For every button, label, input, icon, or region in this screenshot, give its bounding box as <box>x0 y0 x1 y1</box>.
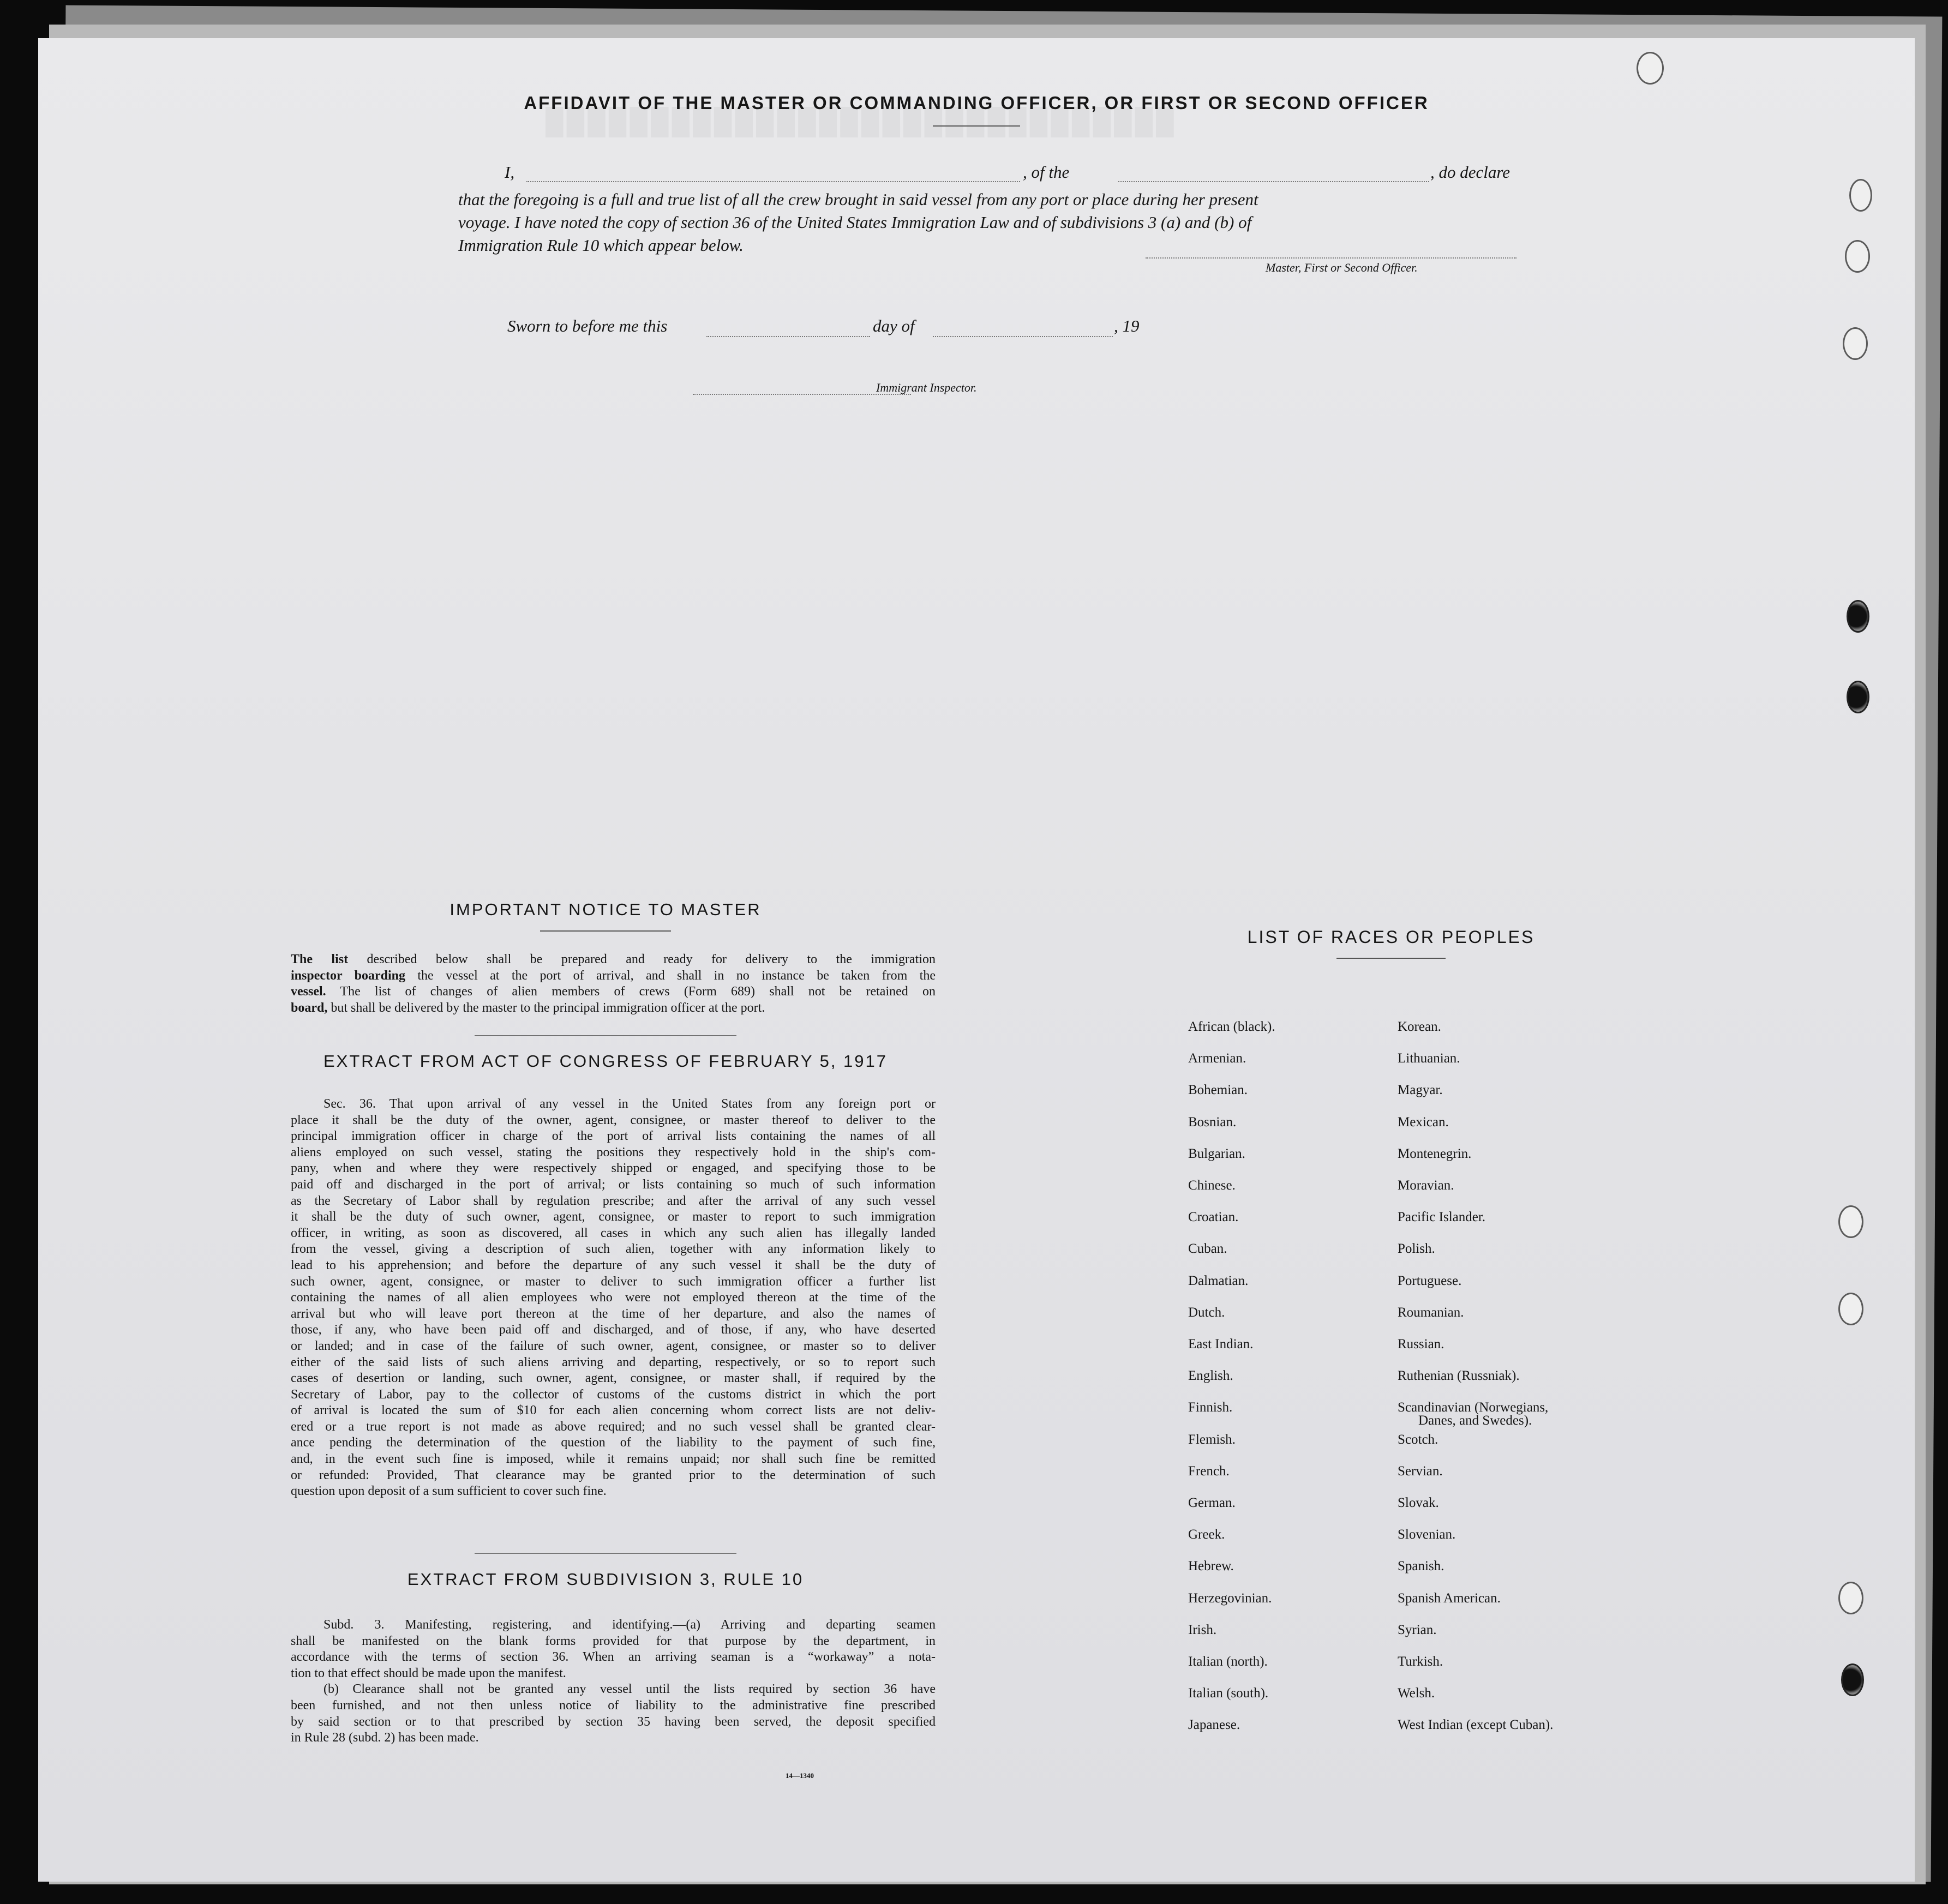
race-item: Irish. <box>1188 1622 1217 1637</box>
race-item: Dalmatian. <box>1188 1273 1249 1288</box>
notice-rule <box>540 930 671 932</box>
race-item: German. <box>1188 1495 1236 1510</box>
paragraph-line: tion to that effect should be made upon the manifest. <box>291 1666 566 1680</box>
race-item: Armenian. <box>1188 1051 1246 1066</box>
race-item: West Indian (except Cuban). <box>1398 1717 1554 1733</box>
punch-hole <box>1847 600 1869 633</box>
race-item: Scotch. <box>1398 1432 1438 1447</box>
notice-body <box>291 952 936 1016</box>
race-item: East Indian. <box>1188 1337 1254 1352</box>
paragraph-line: lead to his apprehension; and before the departure of any such vessel it shall be the duty of <box>291 1258 936 1272</box>
race-item: Montenegrin. <box>1398 1146 1472 1161</box>
extract-rule-title: EXTRACT FROM SUBDIVISION 3, RULE 10 <box>407 1570 804 1589</box>
race-item: Roumanian. <box>1398 1305 1464 1320</box>
races-rule <box>1336 958 1446 959</box>
paragraph-line: place it shall be the duty of the owner, agent, consignee, or master thereof to deliver to the <box>291 1113 936 1127</box>
paragraph-line: it shall be the duty of such owner, agent, consignee, or master to report to such immigration <box>291 1210 936 1224</box>
master-signature-blank <box>1146 257 1517 259</box>
race-item: Syrian. <box>1398 1622 1437 1637</box>
notice-line-lead: inspector boarding <box>291 968 405 983</box>
race-item: Turkish. <box>1398 1654 1443 1669</box>
extract-act-title: EXTRACT FROM ACT OF CONGRESS OF FEBRUARY 5, 1917 <box>323 1052 888 1071</box>
paragraph-line: or landed; and in case of the failure of such owner, agent, consignee, or master so to deliver <box>291 1338 936 1353</box>
race-item: Spanish. <box>1398 1559 1444 1574</box>
sworn-prefix: Sworn to before me this <box>507 316 668 335</box>
notice-line <box>291 984 936 1000</box>
affidavit-body-line: Immigration Rule 10 which appear below. <box>458 236 744 255</box>
paragraph-line: question upon deposit of a sum sufficient to cover such fine. <box>291 1484 607 1499</box>
extract-act-body <box>291 1096 936 1500</box>
master-signature-label: Master, First or Second Officer. <box>1266 261 1418 274</box>
punch-hole <box>1845 240 1870 273</box>
race-item: Magyar. <box>1398 1083 1443 1098</box>
affidavit-body-line: that the foregoing is a full and true list of all the crew brought in said vessel from any port or place during her present <box>458 190 1258 209</box>
race-item: Hebrew. <box>1188 1559 1234 1574</box>
paragraph-line: shall be manifested on the blank forms provided for that purpose by the department, in <box>291 1633 936 1648</box>
paragraph-line: ered or a true report is not made as above required; and no such vessel shall be granted clear- <box>291 1419 936 1434</box>
paragraph-line: as the Secretary of Labor shall by regulation prescribe; and after the arrival of any such vessel <box>291 1193 936 1208</box>
affidavit-title: AFFIDAVIT OF THE MASTER OR COMMANDING OFFICER, OR FIRST OR SECOND OFFICER <box>524 93 1429 113</box>
paragraph-line: either of the said lists of such aliens arriving and departing, respectively, or so to report such <box>291 1355 936 1370</box>
affidavit-of-the-label: , of the <box>1023 163 1070 182</box>
punch-hole <box>1637 52 1664 85</box>
paragraph-line: Sec. 36. That upon arrival of any vessel in the United States from any foreign port or <box>323 1097 936 1111</box>
race-item: Korean. <box>1398 1019 1441 1034</box>
paragraph-line: of arrival is located the sum of $10 for each alien concerning whom correct lists are not deliv- <box>291 1403 936 1418</box>
sworn-month-blank <box>933 336 1113 337</box>
race-item: Italian (south). <box>1188 1686 1269 1701</box>
paragraph-line: ance pending the determination of the question of the liability to the payment of such fine, <box>291 1435 936 1450</box>
paragraph-line: aliens employed on such vessel, stating the positions they respectively hold in the ship's com- <box>291 1145 936 1160</box>
race-item: Cuban. <box>1188 1241 1227 1257</box>
race-item: Greek. <box>1188 1527 1225 1542</box>
race-item: Herzegovinian. <box>1188 1590 1272 1606</box>
paragraph-line: such owner, agent, consignee, or master to deliver to such immigration officer a further list <box>291 1274 936 1289</box>
race-item: Dutch. <box>1188 1305 1225 1320</box>
paragraph-line: Subd. 3. Manifesting, registering, and identifying.—(a) Arriving and departing seamen <box>323 1618 936 1632</box>
notice-line-lead: vessel. <box>291 984 326 999</box>
sworn-year: , 19 <box>1114 316 1140 335</box>
race-item: English. <box>1188 1368 1233 1384</box>
punch-hole <box>1847 681 1869 713</box>
sworn-day-blank <box>706 336 870 337</box>
paragraph-line: paid off and discharged in the port of arrival; or lists containing so much of such information <box>291 1177 936 1192</box>
punch-hole <box>1843 327 1868 360</box>
section-rule <box>475 1035 736 1036</box>
race-item: Bohemian. <box>1188 1083 1248 1098</box>
punch-hole <box>1838 1205 1863 1238</box>
paragraph-line: arrival but who will leave port thereon at the time of her departure, and also the names of <box>291 1306 936 1321</box>
notice-line-text: the vessel at the port of arrival, and shall in no instance be taken from the <box>405 968 936 983</box>
notice-line-lead: The list <box>291 952 349 966</box>
race-item: Ruthenian (Russniak). <box>1398 1368 1520 1384</box>
race-item: Polish. <box>1398 1241 1435 1257</box>
race-item: Bosnian. <box>1188 1114 1237 1130</box>
race-item: Italian (north). <box>1188 1654 1268 1669</box>
race-item: Lithuanian. <box>1398 1051 1460 1066</box>
race-item: Moravian. <box>1398 1178 1454 1193</box>
race-item: French. <box>1188 1463 1230 1479</box>
paragraph-line: in Rule 28 (subd. 2) has been made. <box>291 1731 479 1745</box>
race-item: Spanish American. <box>1398 1590 1501 1606</box>
race-item-continuation: Danes, and Swedes). <box>1418 1413 1532 1428</box>
race-item: Portuguese. <box>1398 1273 1462 1288</box>
title-rule <box>933 125 1020 127</box>
paragraph-line: by said section or to that prescribed by section 35 having been served, the deposit specified <box>291 1714 936 1729</box>
sworn-day-of: day of <box>873 316 915 335</box>
paragraph-line: from the vessel, giving a description of such alien, together with any information likely to <box>291 1242 936 1257</box>
inspector-label: Immigrant Inspector. <box>876 381 977 394</box>
notice-line-text: but shall be delivered by the master to the principal immigration officer at the port. <box>327 1000 765 1015</box>
races-title: LIST OF RACES OR PEOPLES <box>1247 927 1535 947</box>
race-item: Slovenian. <box>1398 1527 1456 1542</box>
race-item: Flemish. <box>1188 1432 1236 1447</box>
punch-hole <box>1838 1582 1863 1614</box>
notice-line-lead: board, <box>291 1000 328 1015</box>
paragraph-line: cases of desertion or landing, such owner, agent, consignee, or master shall, if required by the <box>291 1371 936 1386</box>
punch-hole <box>1849 179 1872 212</box>
notice-line <box>291 952 936 968</box>
race-item: Scandinavian (Norwegians, <box>1398 1400 1549 1415</box>
paragraph-line: been furnished, and not then unless notice of liability to the administrative fine prescribed <box>291 1698 936 1713</box>
punch-hole <box>1838 1293 1863 1325</box>
paragraph-line: accordance with the terms of section 36. When an arriving seaman is a “workaway” a nota- <box>291 1650 936 1665</box>
race-item: Welsh. <box>1398 1686 1435 1701</box>
name-blank <box>526 181 1020 182</box>
race-item: Croatian. <box>1188 1210 1239 1225</box>
paragraph-line: pany, when and where they were respectively shipped or engaged, and specifying those to be <box>291 1161 936 1176</box>
notice-line-text: described below shall be prepared and ready for delivery to the immigration <box>348 952 936 966</box>
vessel-blank <box>1118 181 1429 182</box>
paragraph-line: officer, in writing, as soon as discovered, all cases in which any such alien has illegally landed <box>291 1226 936 1240</box>
race-item: Servian. <box>1398 1463 1443 1479</box>
paragraph-line: Secretary of Labor, pay to the collector of customs of the customs district in which the port <box>291 1387 936 1402</box>
paragraph-line: containing the names of all alien employees who were not employed thereon at the time of the <box>291 1290 936 1305</box>
form-sheet <box>38 38 1915 1882</box>
race-item: Japanese. <box>1188 1717 1240 1733</box>
race-item: Slovak. <box>1398 1495 1439 1510</box>
paragraph-line: principal immigration officer in charge of the port of arrival lists containing the names of all <box>291 1129 936 1144</box>
race-item: Bulgarian. <box>1188 1146 1245 1161</box>
notice-line <box>291 968 936 984</box>
race-item: Chinese. <box>1188 1178 1236 1193</box>
paragraph-line: and, in the event such fine is imposed, while it remains unpaid; nor shall such fine be remitted <box>291 1452 936 1467</box>
paragraph-line: those, if any, who have been paid off and discharged, and of those, if any, who have deserted <box>291 1323 936 1337</box>
race-item: Pacific Islander. <box>1398 1210 1486 1225</box>
affidavit-do-declare: , do declare <box>1430 163 1511 182</box>
race-item: Mexican. <box>1398 1114 1449 1130</box>
paragraph-line: (b) Clearance shall not be granted any vessel until the lists required by section 36 have <box>323 1682 936 1697</box>
affidavit-body-line: voyage. I have noted the copy of section 36 of the United States Immigration Law and of subdivisions 3 (a) and (b) of <box>458 213 1252 232</box>
paragraph-line: or refunded: Provided, That clearance may be granted prior to the determination of such <box>291 1468 936 1482</box>
race-item: Russian. <box>1398 1337 1444 1352</box>
affidavit-i-label: I, <box>505 163 515 182</box>
extract-rule-body <box>291 1617 936 1746</box>
race-item: African (black). <box>1188 1019 1275 1034</box>
notice-title: IMPORTANT NOTICE TO MASTER <box>449 900 762 919</box>
section-rule <box>475 1553 736 1554</box>
punch-hole <box>1841 1663 1864 1696</box>
notice-line-text: The list of changes of alien members of crews (Form 689) shall not be retained on <box>326 984 936 999</box>
race-item: Finnish. <box>1188 1400 1233 1415</box>
notice-line <box>291 1000 936 1017</box>
form-number: 14—1340 <box>786 1771 814 1780</box>
